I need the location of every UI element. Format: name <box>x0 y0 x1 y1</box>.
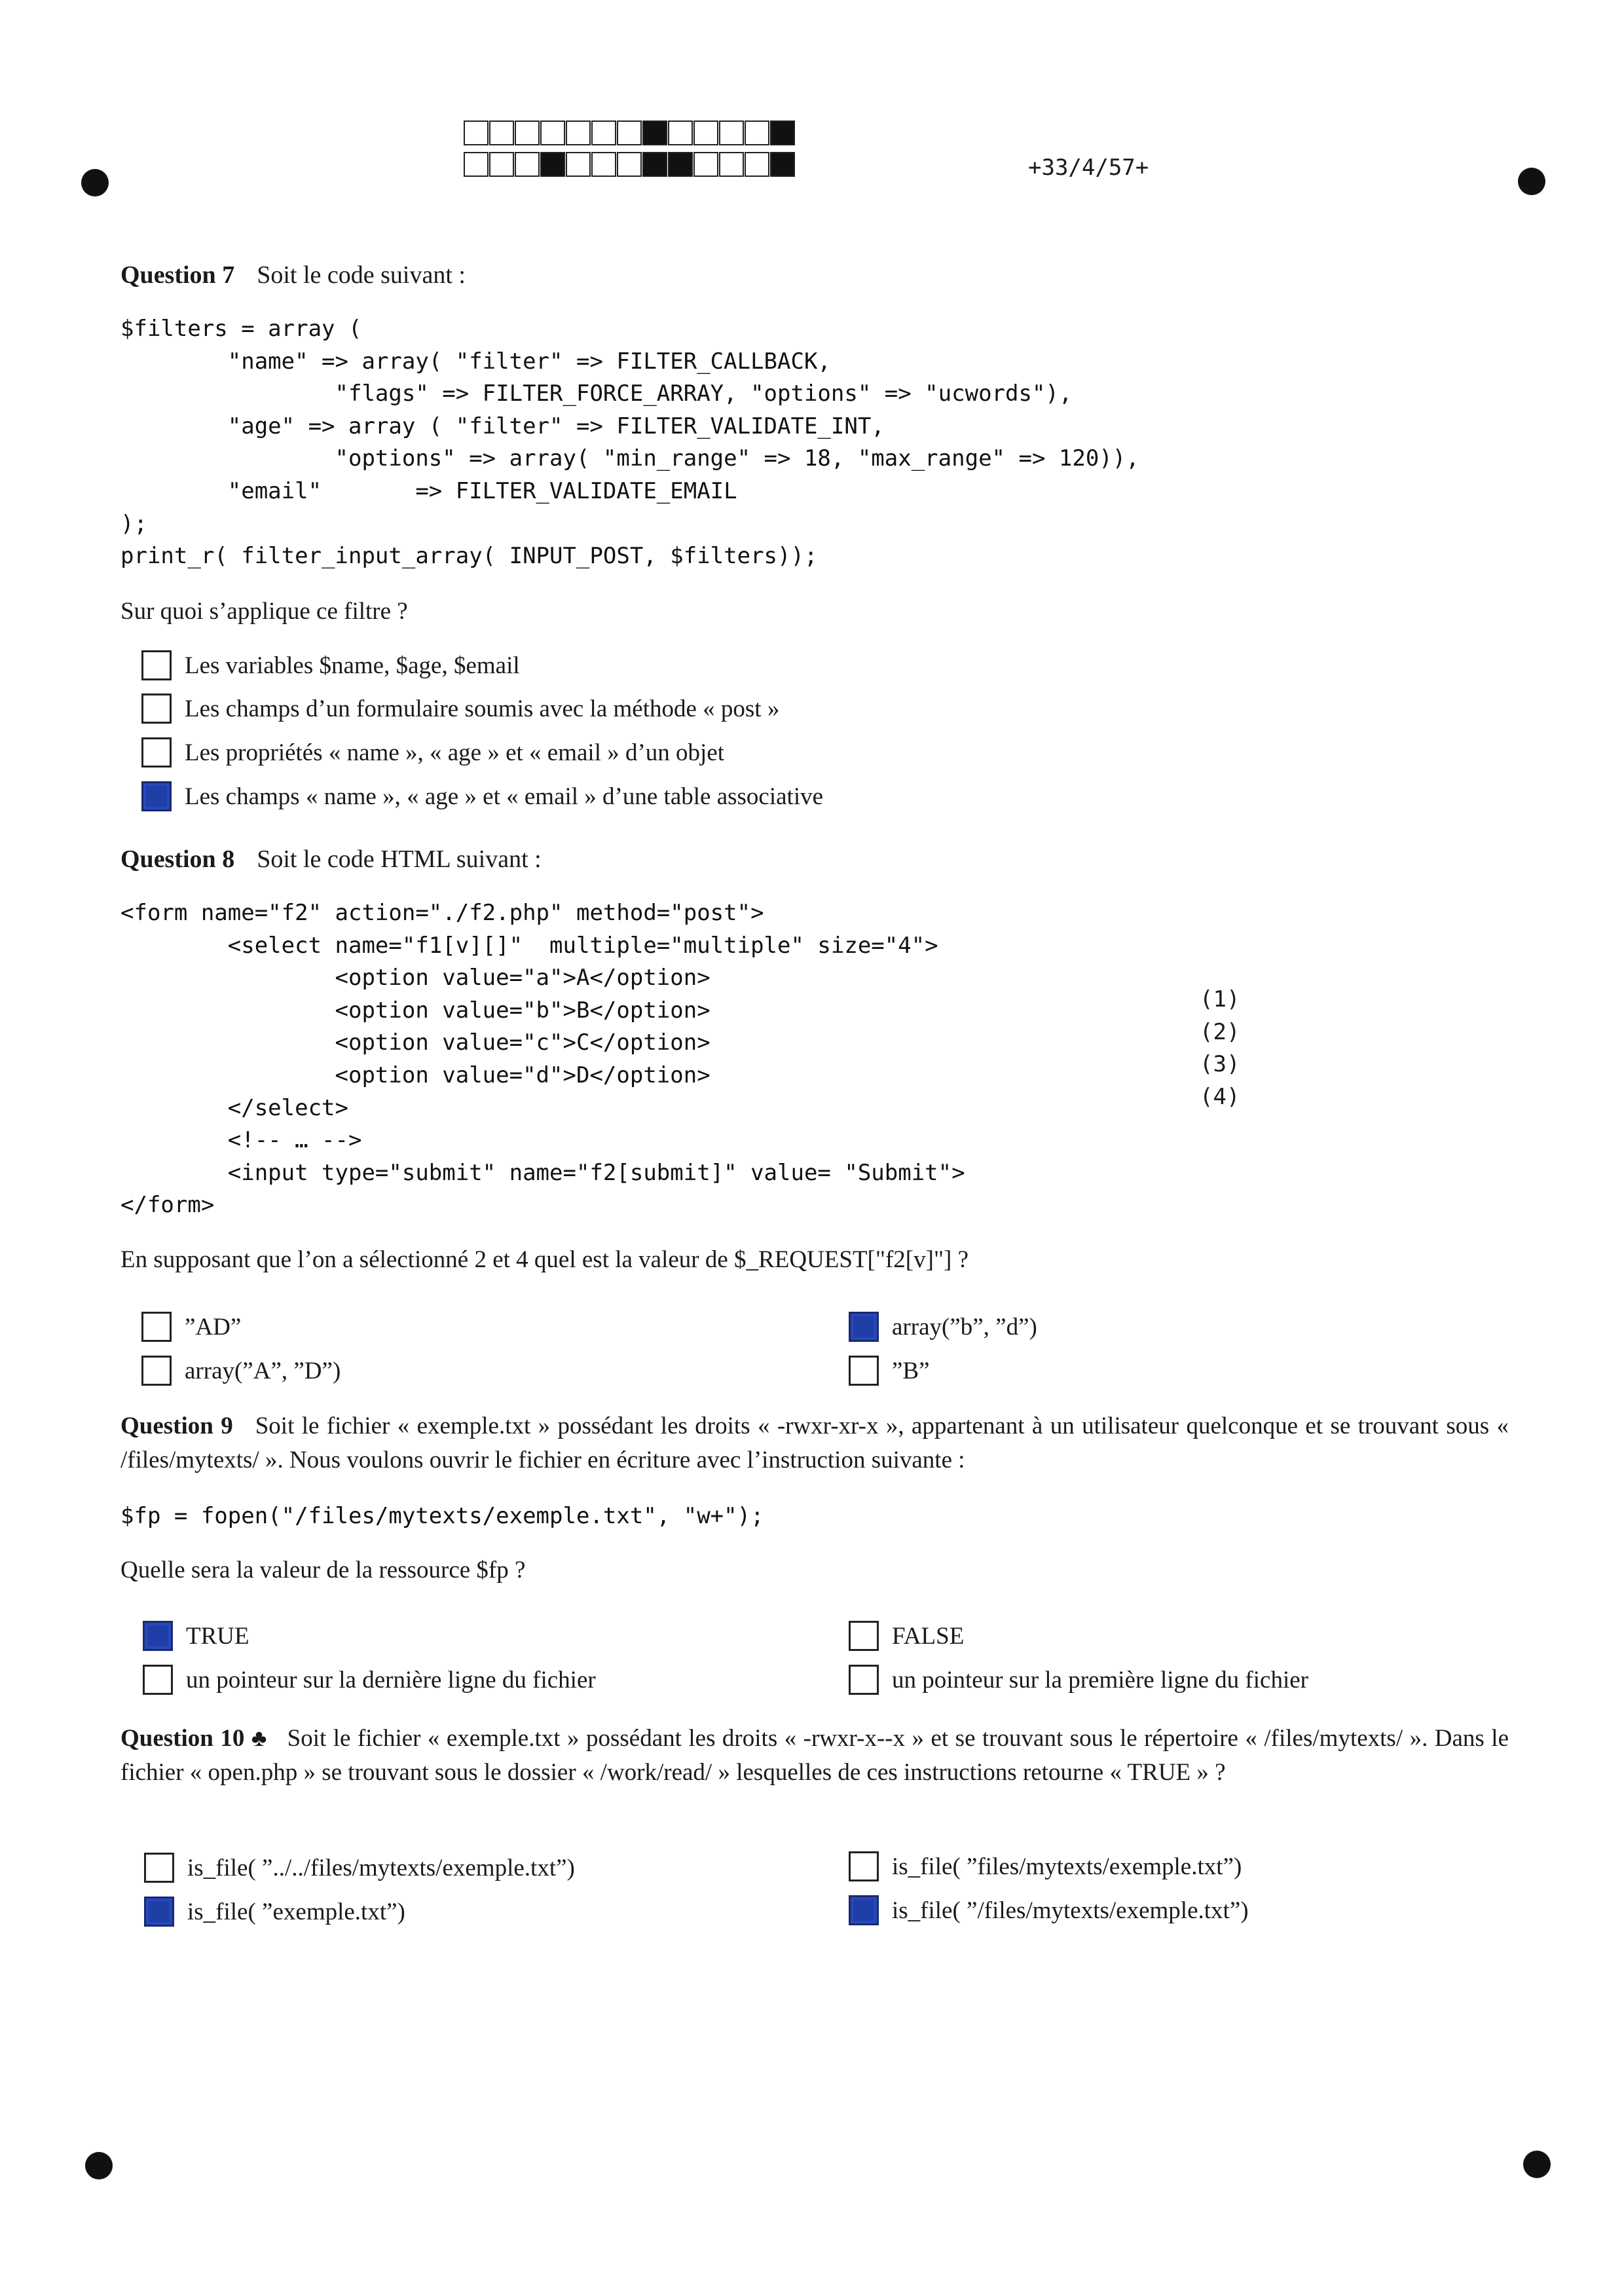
question-8-prompt: En supposant que l’on a sélectionné 2 et 4 quel est la valeur de $_REQUEST["f2[v]"] ? <box>120 1246 969 1273</box>
question-7-intro: Soit le code suivant : <box>257 261 466 289</box>
q7-answer-2[interactable] <box>141 690 779 727</box>
checkbox[interactable] <box>849 1621 879 1651</box>
id-grid-cell <box>642 152 667 177</box>
checkbox[interactable] <box>141 781 172 811</box>
question-9-code: $fp = fopen("/files/mytexts/exemple.txt", "w+"); <box>120 1503 764 1529</box>
question-10-label: Question 10 <box>120 1725 245 1752</box>
q8-answer-1[interactable] <box>141 1308 241 1345</box>
id-grid-cell <box>770 152 795 177</box>
page-identifier: +33/4/57+ <box>1028 155 1149 181</box>
id-grid-cell <box>464 120 489 145</box>
id-grid-cell <box>489 152 514 177</box>
question-7-header <box>120 258 1509 292</box>
multiple-answer-club-icon: ♣ <box>251 1725 268 1751</box>
corner-marker-bottom-left <box>85 2152 113 2179</box>
question-8-line-numbers: (1) (2) (3) (4) <box>1200 986 1240 1110</box>
id-grid-cell <box>668 152 693 177</box>
id-grid-cell <box>515 120 540 145</box>
corner-marker-top-left <box>81 169 109 196</box>
checkbox[interactable] <box>849 1851 879 1881</box>
id-grid-cell <box>591 120 616 145</box>
corner-marker-top-right <box>1518 168 1545 195</box>
id-grid-cell <box>591 152 616 177</box>
checkbox[interactable] <box>141 737 172 768</box>
answer-text: ”AD” <box>185 1313 242 1341</box>
question-7-code: $filters = array ( "name" => array( "filter" => FILTER_CALLBACK, "flags" => FILTER_FORCE_ARRAY, "options" => "ucwords"), "age" => array ( "filter" => FILTER_VALIDATE_INT, "options" => array( "min_range" => 18, "max_range" => 120)), "email" => FILTER_VALIDATE_EMAIL ); print_r( filter_input_array( INPUT_POST, $filters)); <box>120 316 1139 570</box>
answer-text: FALSE <box>892 1622 965 1650</box>
question-9-label: Question 9 <box>120 1413 233 1439</box>
answer-text: Les variables $name, $age, $email <box>185 652 520 679</box>
answer-text: TRUE <box>186 1622 249 1650</box>
id-grid-cell <box>540 120 565 145</box>
q7-answer-4[interactable] <box>141 778 823 815</box>
checkbox[interactable] <box>144 1897 174 1927</box>
q9-answer-4[interactable] <box>849 1661 1308 1698</box>
id-grid-cell <box>566 152 591 177</box>
question-8-code: <form name="f2" action="./f2.php" method="post"> <select name="f1[v][]" multiple="multiple" size="4"> <option value="a">A</option> <option value="b">B</option> <option value="c">C</option> <option value="d">D</option> </select> <!-- … --> <input type="submit" name="f2[submit]" value= "Submit"> </form> <box>120 900 965 1219</box>
id-grid-cell <box>719 120 744 145</box>
answer-text: Les propriétés « name », « age » et « email » d’un objet <box>185 739 725 766</box>
id-grid-cell <box>668 120 693 145</box>
checkbox[interactable] <box>849 1895 879 1925</box>
question-9-header <box>120 1409 1509 1477</box>
answer-text: un pointeur sur la première ligne du fichier <box>892 1666 1308 1694</box>
answer-text: ”B” <box>892 1357 930 1384</box>
corner-marker-bottom-right <box>1523 2151 1551 2178</box>
id-grid-cell <box>642 120 667 145</box>
question-7-prompt: Sur quoi s’applique ce filtre ? <box>120 598 408 625</box>
id-grid-cell <box>693 152 718 177</box>
q8-answer-3[interactable] <box>849 1308 1037 1345</box>
checkbox[interactable] <box>849 1356 879 1386</box>
checkbox[interactable] <box>143 1665 173 1695</box>
checkbox[interactable] <box>143 1621 173 1651</box>
q9-answer-1[interactable] <box>143 1618 249 1654</box>
id-grid-cell <box>745 152 769 177</box>
checkbox[interactable] <box>141 1356 172 1386</box>
id-grid-cell <box>489 120 514 145</box>
answer-text: Les champs d’un formulaire soumis avec la méthode « post » <box>185 695 780 722</box>
q7-answer-3[interactable] <box>141 734 724 771</box>
question-9-prompt: Quelle sera la valeur de la ressource $fp ? <box>120 1557 526 1583</box>
question-9-intro: Soit le fichier « exemple.txt » possédant les droits « -rwxr-xr-x », appartenant à un utilisateur quelconque et se trouvant sous « /files/mytexts/ ». Nous voulons ouvrir le fichier en écriture avec l’instruction suivante : <box>120 1413 1509 1473</box>
question-10-intro: Soit le fichier « exemple.txt » possédant les droits « -rwxr-x--x » et se trouvant sous le répertoire « /files/mytexts/ ». Dans le fichier « open.php » se trouvant sous le dossier « /work/read/ » lesquelles de ces instructions retourne « TRUE » ? <box>120 1725 1509 1786</box>
id-grid-cell <box>719 152 744 177</box>
id-grid-cell <box>617 152 642 177</box>
answer-text: is_file( ”/files/mytexts/exemple.txt”) <box>892 1897 1249 1924</box>
q7-answer-1[interactable] <box>141 647 520 684</box>
q10-answer-2[interactable] <box>144 1893 405 1930</box>
checkbox[interactable] <box>141 1312 172 1342</box>
answer-text: is_file( ”../../files/mytexts/exemple.txt”) <box>187 1854 575 1881</box>
checkbox[interactable] <box>144 1853 174 1883</box>
id-grid-cell <box>770 120 795 145</box>
answer-text: array(”b”, ”d”) <box>892 1313 1037 1341</box>
q9-answer-2[interactable] <box>143 1661 596 1698</box>
answer-text: is_file( ”exemple.txt”) <box>187 1898 405 1925</box>
checkbox[interactable] <box>141 650 172 680</box>
id-grid-cell <box>464 152 489 177</box>
checkbox[interactable] <box>849 1312 879 1342</box>
question-8-intro: Soit le code HTML suivant : <box>257 845 542 873</box>
q9-answer-3[interactable] <box>849 1618 964 1654</box>
q10-answer-3[interactable] <box>849 1848 1242 1885</box>
q10-answer-4[interactable] <box>849 1892 1249 1929</box>
id-grid-cell <box>617 120 642 145</box>
checkbox[interactable] <box>141 694 172 724</box>
q10-answer-1[interactable] <box>144 1849 575 1886</box>
id-grid-cell <box>693 120 718 145</box>
answer-text: Les champs « name », « age » et « email » d’une table associative <box>185 783 824 810</box>
student-id-row-1 <box>464 120 796 145</box>
answer-text: un pointeur sur la dernière ligne du fichier <box>186 1666 596 1694</box>
q8-answer-2[interactable] <box>141 1352 341 1389</box>
id-grid-cell <box>540 152 565 177</box>
student-id-row-2 <box>464 152 796 177</box>
q8-answer-4[interactable] <box>849 1352 930 1389</box>
question-10-header <box>120 1721 1509 1790</box>
id-grid-cell <box>745 120 769 145</box>
question-8-label: Question 8 <box>120 845 235 873</box>
checkbox[interactable] <box>849 1665 879 1695</box>
answer-text: array(”A”, ”D”) <box>185 1357 341 1384</box>
id-grid-cell <box>515 152 540 177</box>
answer-text: is_file( ”files/mytexts/exemple.txt”) <box>892 1853 1242 1880</box>
question-7-label: Question 7 <box>120 261 235 289</box>
question-8-header <box>120 842 1509 876</box>
id-grid-cell <box>566 120 591 145</box>
